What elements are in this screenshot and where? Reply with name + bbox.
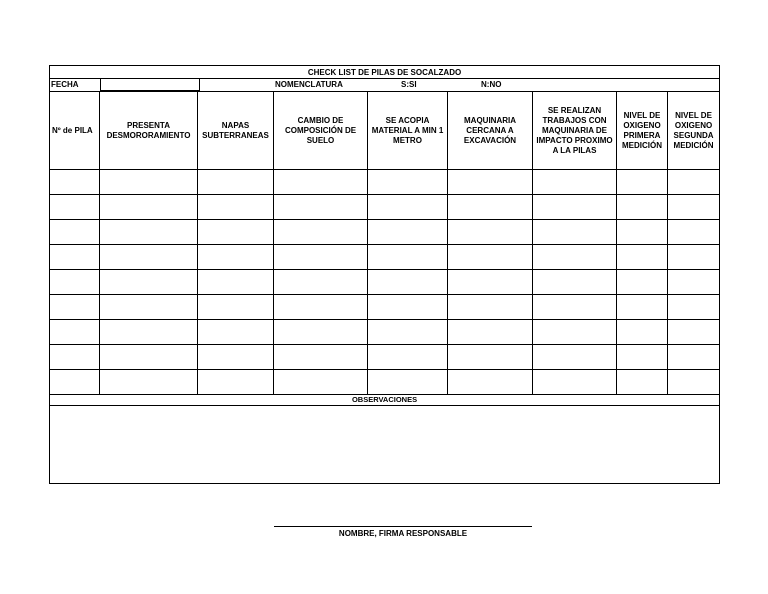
table-cell[interactable] <box>274 320 368 345</box>
table-cell[interactable] <box>50 245 100 270</box>
table-cell[interactable] <box>100 370 198 395</box>
table-cell[interactable] <box>198 170 274 195</box>
table-cell[interactable] <box>533 370 617 395</box>
table-cell[interactable] <box>617 295 668 320</box>
table-cell[interactable] <box>274 220 368 245</box>
signature-line[interactable] <box>274 526 532 527</box>
table-cell[interactable] <box>617 345 668 370</box>
table-cell[interactable] <box>368 370 448 395</box>
si-label: S:SI <box>401 80 417 89</box>
table-cell[interactable] <box>368 320 448 345</box>
table-cell[interactable] <box>368 345 448 370</box>
table-cell[interactable] <box>100 245 198 270</box>
table-row <box>50 245 720 270</box>
checklist-sheet <box>49 65 719 484</box>
table-cell[interactable] <box>368 195 448 220</box>
table-cell[interactable] <box>448 245 533 270</box>
table-cell[interactable] <box>50 270 100 295</box>
observaciones-field[interactable] <box>50 406 720 484</box>
table-cell[interactable] <box>50 345 100 370</box>
table-cell[interactable] <box>100 170 198 195</box>
table-cell[interactable] <box>368 220 448 245</box>
table-row <box>50 170 720 195</box>
table-cell[interactable] <box>533 195 617 220</box>
table-cell[interactable] <box>198 345 274 370</box>
col-header-pila: Nº de PILA <box>50 92 100 170</box>
table-cell[interactable] <box>668 345 720 370</box>
table-cell[interactable] <box>533 320 617 345</box>
table-cell[interactable] <box>617 195 668 220</box>
table-cell[interactable] <box>668 370 720 395</box>
fecha-label: FECHA <box>51 80 79 89</box>
table-cell[interactable] <box>100 345 198 370</box>
table-cell[interactable] <box>617 170 668 195</box>
sheet-title: CHECK LIST DE PILAS DE SOCALZADO <box>50 66 720 79</box>
table-cell[interactable] <box>533 245 617 270</box>
table-cell[interactable] <box>198 245 274 270</box>
table-cell[interactable] <box>533 345 617 370</box>
table-cell[interactable] <box>274 345 368 370</box>
table-cell[interactable] <box>100 320 198 345</box>
table-cell[interactable] <box>617 370 668 395</box>
table-cell[interactable] <box>368 270 448 295</box>
table-cell[interactable] <box>198 320 274 345</box>
table-cell[interactable] <box>617 220 668 245</box>
table-cell[interactable] <box>448 295 533 320</box>
table-cell[interactable] <box>198 270 274 295</box>
table-cell[interactable] <box>274 295 368 320</box>
table-cell[interactable] <box>448 370 533 395</box>
table-cell[interactable] <box>100 220 198 245</box>
table-cell[interactable] <box>198 370 274 395</box>
meta-row <box>50 79 720 92</box>
table-cell[interactable] <box>50 220 100 245</box>
fecha-field[interactable] <box>100 79 200 91</box>
table-cell[interactable] <box>50 170 100 195</box>
table-cell[interactable] <box>668 270 720 295</box>
table-cell[interactable] <box>533 270 617 295</box>
table-cell[interactable] <box>198 295 274 320</box>
checklist-table <box>49 65 720 484</box>
table-row <box>50 270 720 295</box>
column-header-row <box>50 92 720 170</box>
table-cell[interactable] <box>533 170 617 195</box>
table-cell[interactable] <box>368 170 448 195</box>
table-cell[interactable] <box>274 270 368 295</box>
table-cell[interactable] <box>668 320 720 345</box>
table-row <box>50 320 720 345</box>
col-header-desmoronamiento: PRESENTA DESMORORAMIENTO <box>100 92 198 170</box>
table-cell[interactable] <box>668 245 720 270</box>
table-cell[interactable] <box>368 295 448 320</box>
table-cell[interactable] <box>100 270 198 295</box>
observaciones-label: OBSERVACIONES <box>50 395 720 406</box>
table-cell[interactable] <box>274 245 368 270</box>
table-cell[interactable] <box>198 220 274 245</box>
table-cell[interactable] <box>274 370 368 395</box>
col-header-oxigeno-2: NIVEL DE OXIGENO SEGUNDA MEDICIÓN <box>668 92 720 170</box>
table-cell[interactable] <box>448 170 533 195</box>
table-cell[interactable] <box>50 370 100 395</box>
table-cell[interactable] <box>668 195 720 220</box>
table-cell[interactable] <box>448 220 533 245</box>
table-cell[interactable] <box>668 170 720 195</box>
table-row <box>50 195 720 220</box>
table-cell[interactable] <box>668 220 720 245</box>
table-cell[interactable] <box>533 220 617 245</box>
col-header-cambio-suelo: CAMBIO DE COMPOSICIÓN DE SUELO <box>274 92 368 170</box>
table-cell[interactable] <box>448 195 533 220</box>
table-row <box>50 345 720 370</box>
table-cell[interactable] <box>448 320 533 345</box>
table-cell[interactable] <box>274 170 368 195</box>
table-cell[interactable] <box>668 295 720 320</box>
table-cell[interactable] <box>50 295 100 320</box>
nomenclatura-label: NOMENCLATURA <box>275 80 343 89</box>
col-header-acopia: SE ACOPIA MATERIAL A MIN 1 METRO <box>368 92 448 170</box>
table-cell[interactable] <box>448 345 533 370</box>
table-cell[interactable] <box>198 195 274 220</box>
col-header-napas: NAPAS SUBTERRANEAS <box>198 92 274 170</box>
table-cell[interactable] <box>50 195 100 220</box>
table-cell[interactable] <box>274 195 368 220</box>
col-header-impacto: SE REALIZAN TRABAJOS CON MAQUINARIA DE IMPACTO PROXIMO A LA PILAS <box>533 92 617 170</box>
no-label: N:NO <box>481 80 502 89</box>
signature-label: NOMBRE, FIRMA RESPONSABLE <box>338 529 468 538</box>
col-header-oxigeno-1: NIVEL DE OXIGENO PRIMERA MEDICIÓN <box>617 92 668 170</box>
table-cell[interactable] <box>100 195 198 220</box>
table-cell[interactable] <box>368 245 448 270</box>
table-cell[interactable] <box>617 270 668 295</box>
table-cell[interactable] <box>50 320 100 345</box>
table-cell[interactable] <box>100 295 198 320</box>
table-row <box>50 295 720 320</box>
table-cell[interactable] <box>617 320 668 345</box>
table-cell[interactable] <box>448 270 533 295</box>
table-cell[interactable] <box>617 245 668 270</box>
table-cell[interactable] <box>533 295 617 320</box>
table-row <box>50 220 720 245</box>
col-header-maquinaria: MAQUINARIA CERCANA A EXCAVACIÓN <box>448 92 533 170</box>
table-row <box>50 370 720 395</box>
